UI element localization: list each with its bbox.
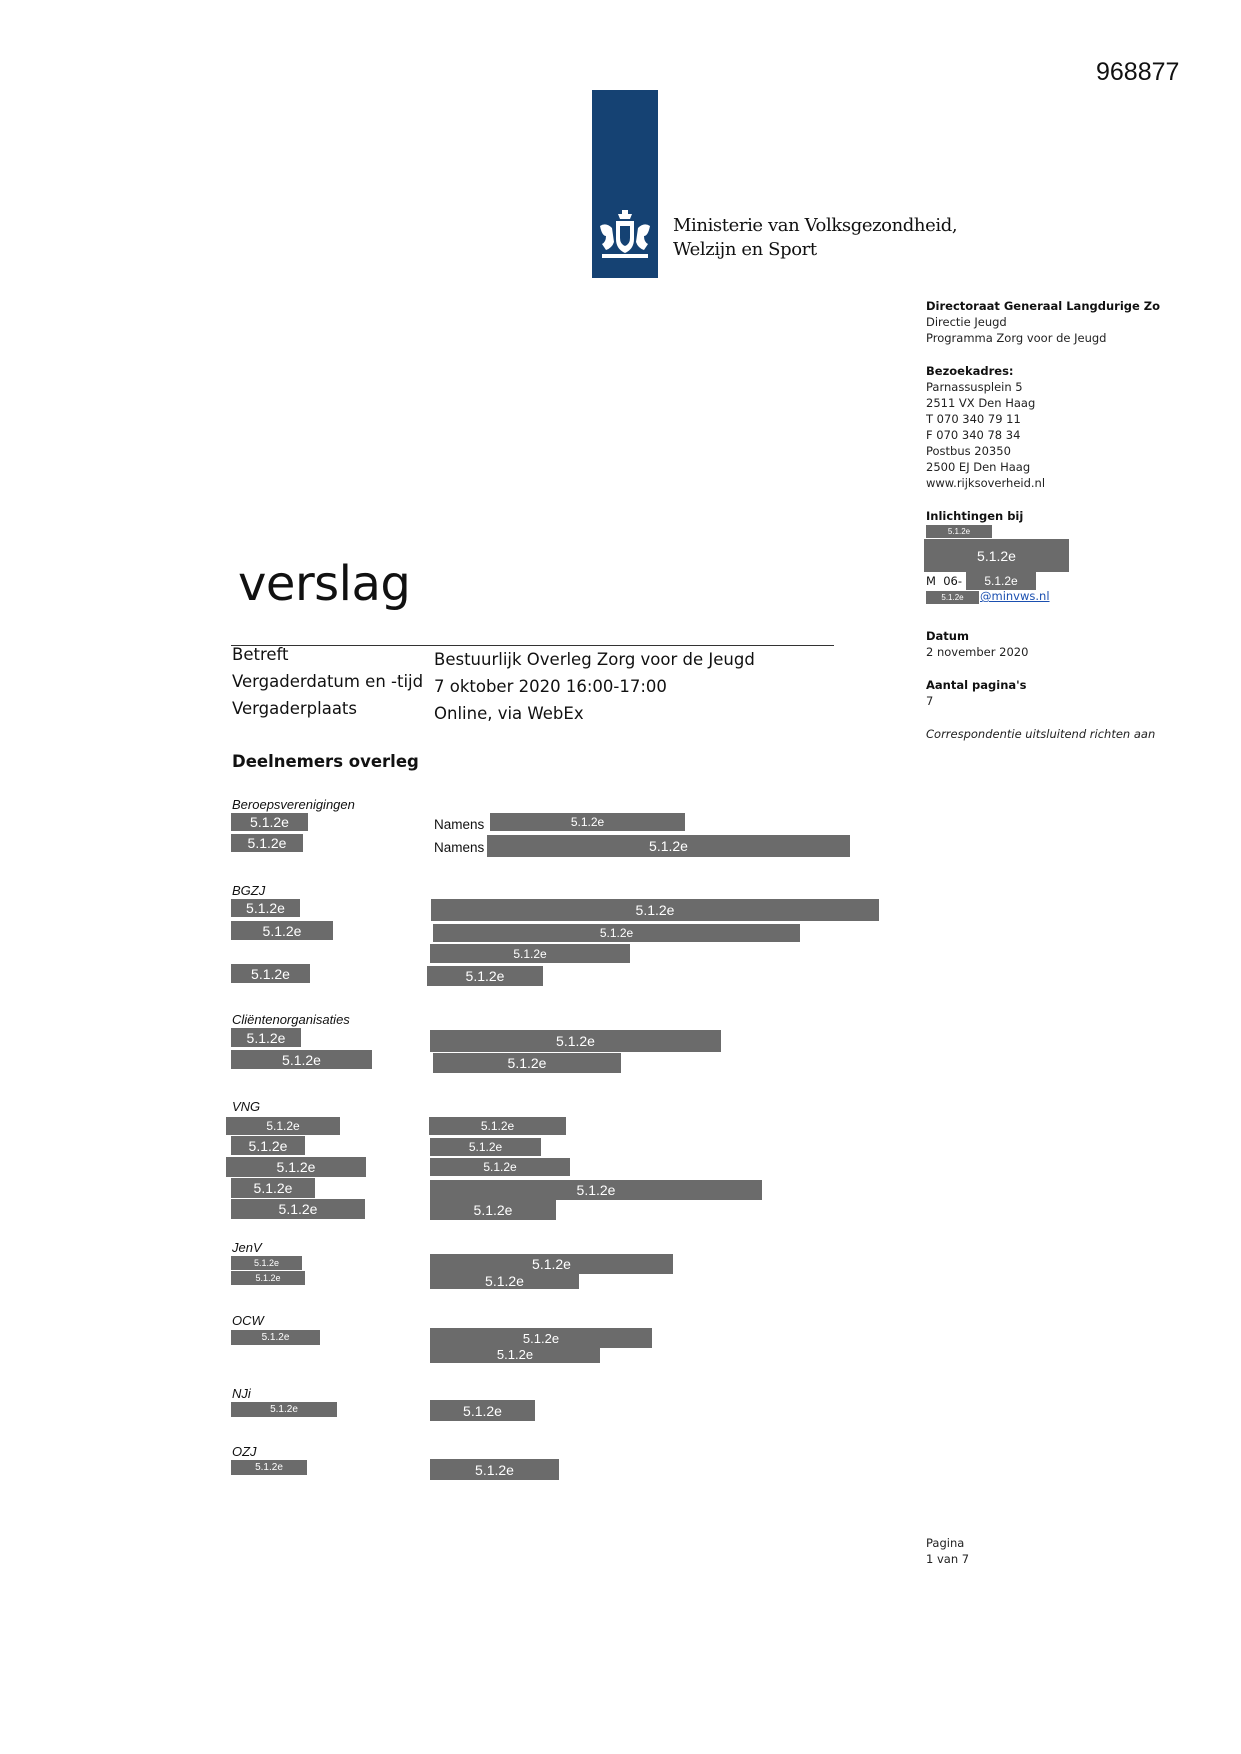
group-label: Cliëntenorganisaties — [232, 1012, 350, 1027]
redaction: 5.1.2e — [430, 944, 630, 963]
redaction: 5.1.2e — [429, 1117, 566, 1135]
document-title: verslag — [238, 556, 411, 612]
ministry-name-line1: Ministerie van Volksgezondheid, — [673, 215, 958, 236]
datetime-value: 7 oktober 2020 16:00-17:00 — [434, 677, 667, 696]
document-number: 968877 — [1096, 58, 1180, 86]
divider — [231, 645, 834, 646]
redaction: 5.1.2e — [430, 1200, 556, 1220]
redaction: 5.1.2e — [433, 1053, 621, 1073]
redaction: 5.1.2e — [231, 1028, 301, 1047]
redaction: 5.1.2e — [430, 1272, 579, 1289]
redaction: 5.1.2e — [231, 899, 300, 917]
group-label: OCW — [232, 1313, 264, 1328]
sidebar-date-block — [926, 628, 1160, 742]
participants-heading: Deelnemers overleg — [232, 752, 419, 771]
org-program: Programma Zorg voor de Jeugd — [926, 331, 1107, 345]
redaction: 5.1.2e — [226, 1157, 366, 1177]
group-label: Beroepsverenigingen — [232, 797, 355, 812]
redaction: 5.1.2e — [231, 1136, 305, 1155]
pages-value: 7 — [926, 694, 934, 708]
correspondence-note: Correspondentie uitsluitend richten aan — [926, 727, 1156, 741]
address-line: 2511 VX Den Haag — [926, 396, 1036, 410]
subject-label: Betreft — [232, 645, 289, 664]
redaction: 5.1.2e — [231, 1178, 315, 1198]
group-label: NJi — [232, 1386, 251, 1401]
redaction: 5.1.2e — [490, 813, 685, 831]
page-label: Pagina — [926, 1536, 965, 1550]
org-directorate: Directie Jeugd — [926, 315, 1007, 329]
redaction: 5.1.2e — [430, 1030, 721, 1052]
redaction: 5.1.2e — [926, 525, 992, 538]
redaction: 5.1.2e — [231, 964, 310, 983]
address-line: 2500 EJ Den Haag — [926, 460, 1031, 474]
visit-address-label: Bezoekadres: — [926, 364, 1014, 378]
redaction: 5.1.2e — [231, 834, 303, 852]
redaction: 5.1.2e — [433, 924, 800, 942]
namens-label: Namens — [434, 817, 485, 832]
info-label: Inlichtingen bij — [926, 509, 1024, 523]
place-value: Online, via WebEx — [434, 704, 584, 723]
address-line: www.rijksoverheid.nl — [926, 476, 1046, 490]
date-value: 2 november 2020 — [926, 645, 1029, 659]
redaction: 5.1.2e — [431, 899, 879, 921]
redaction: 5.1.2e — [430, 1180, 762, 1200]
coat-of-arms-icon — [596, 208, 654, 264]
group-label: VNG — [232, 1099, 261, 1114]
ministry-name-line2: Welzijn en Sport — [673, 239, 817, 260]
redaction: 5.1.2e — [430, 1400, 535, 1421]
redaction: 5.1.2e — [430, 1158, 570, 1176]
redaction: 5.1.2e — [226, 1117, 340, 1135]
redaction: 5.1.2e — [231, 1330, 320, 1345]
redaction: 5.1.2e — [430, 1254, 673, 1274]
group-label: OZJ — [232, 1444, 257, 1459]
page-number: 1 van 7 — [926, 1552, 970, 1566]
group-label: JenV — [232, 1240, 262, 1255]
address-line: F 070 340 78 34 — [926, 428, 1021, 442]
address-line: Postbus 20350 — [926, 444, 1011, 458]
email-suffix[interactable]: @minvws.nl — [980, 589, 1050, 603]
redaction: 5.1.2e — [231, 921, 333, 940]
redaction: 5.1.2e — [231, 1402, 337, 1417]
redaction: 5.1.2e — [926, 591, 979, 604]
redaction: 5.1.2e — [231, 1271, 305, 1285]
sidebar — [926, 298, 1160, 524]
redaction: 5.1.2e — [231, 1460, 307, 1475]
datetime-label: Vergaderdatum en -tijd — [232, 672, 424, 691]
redaction: 5.1.2e — [487, 835, 850, 857]
redaction: 5.1.2e — [966, 572, 1036, 590]
redaction: 5.1.2e — [430, 1328, 652, 1348]
redaction: 5.1.2e — [231, 1050, 372, 1069]
namens-label: Namens — [434, 840, 485, 855]
redaction: 5.1.2e — [231, 813, 308, 831]
date-label: Datum — [926, 629, 969, 643]
address-line: T 070 340 79 11 — [926, 412, 1021, 426]
redaction: 5.1.2e — [231, 1256, 302, 1270]
redaction: 5.1.2e — [430, 1345, 600, 1363]
address-line: Parnassusplein 5 — [926, 380, 1023, 394]
redaction: 5.1.2e — [924, 539, 1069, 572]
redaction: 5.1.2e — [427, 966, 543, 986]
redaction: 5.1.2e — [231, 1199, 365, 1219]
subject-value: Bestuurlijk Overleg Zorg voor de Jeugd — [434, 650, 755, 669]
group-label: BGZJ — [232, 883, 266, 898]
place-label: Vergaderplaats — [232, 699, 357, 718]
redaction: 5.1.2e — [430, 1138, 541, 1156]
page-footer — [926, 1535, 969, 1567]
pages-label: Aantal pagina's — [926, 678, 1027, 692]
org-name: Directoraat Generaal Langdurige Zo — [926, 299, 1160, 313]
redaction: 5.1.2e — [430, 1459, 559, 1480]
phone-prefix: M 06- — [926, 574, 963, 588]
ministry-name — [673, 214, 957, 262]
